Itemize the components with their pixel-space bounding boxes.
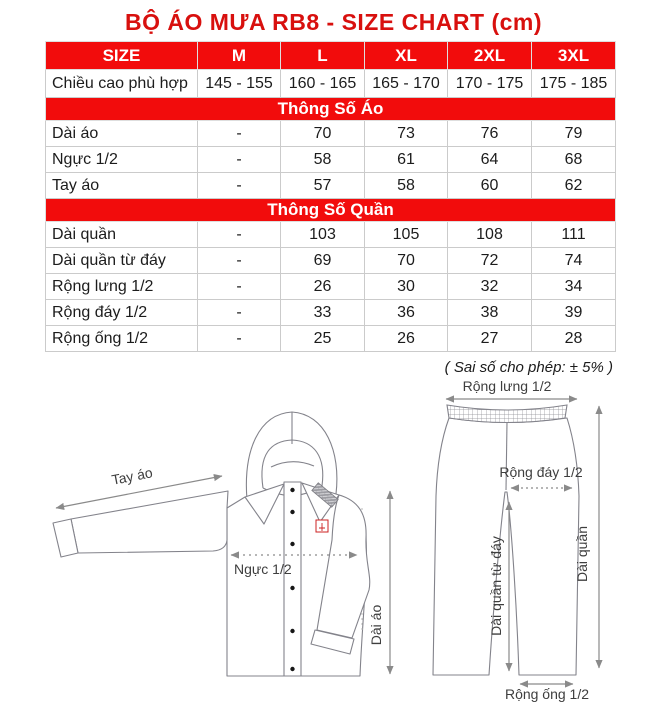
- chest-width-label: Ngực 1/2: [234, 561, 292, 577]
- cell-value: 27: [448, 326, 532, 352]
- row-label: Rộng lưng 1/2: [46, 274, 198, 300]
- col-header-m: M: [198, 42, 281, 70]
- size-chart-page: [0, 9, 667, 704]
- cell-value: 108: [448, 222, 532, 248]
- cell-value: -: [198, 173, 281, 199]
- cell-value: 60: [448, 173, 532, 199]
- table-row: [46, 300, 616, 326]
- cell-value: -: [198, 121, 281, 147]
- crotch-width-label: Rộng đáy 1/2: [499, 464, 583, 480]
- cell-value: 165 - 170: [365, 70, 448, 98]
- cell-value: -: [198, 274, 281, 300]
- col-header-3xl: 3XL: [532, 42, 616, 70]
- cell-value: 76: [448, 121, 532, 147]
- row-label: Chiều cao phù hợp: [46, 70, 198, 98]
- tolerance-note: ( Sai số cho phép: ± 5% ): [444, 359, 613, 376]
- row-label: Rộng ống 1/2: [46, 326, 198, 352]
- table-header-row: [46, 42, 616, 70]
- cell-value: 79: [532, 121, 616, 147]
- section-band-pants: [46, 199, 616, 222]
- cell-value: 64: [448, 147, 532, 173]
- cell-value: 36: [365, 300, 448, 326]
- cell-value: -: [198, 248, 281, 274]
- brand-logo: [316, 520, 328, 532]
- table-row: [46, 274, 616, 300]
- cell-value: 58: [281, 147, 365, 173]
- row-label: Dài quần từ đáy: [46, 248, 198, 274]
- cell-value: 105: [365, 222, 448, 248]
- cell-value: 30: [365, 274, 448, 300]
- cell-value: 28: [532, 326, 616, 352]
- cell-value: 57: [281, 173, 365, 199]
- cell-value: 68: [532, 147, 616, 173]
- jacket-length-label: Dài áo: [368, 604, 384, 646]
- cell-value: -: [198, 326, 281, 352]
- pants-length-label: Dài quần: [574, 525, 590, 583]
- cell-value: 74: [532, 248, 616, 274]
- row-label: Ngực 1/2: [46, 147, 198, 173]
- cell-value: 145 - 155: [198, 70, 281, 98]
- cell-value: -: [198, 147, 281, 173]
- cell-value: 26: [365, 326, 448, 352]
- row-label: Tay áo: [46, 173, 198, 199]
- col-header-2xl: 2XL: [448, 42, 532, 70]
- hem-width-label: Rộng ống 1/2: [504, 686, 590, 702]
- table-row: [46, 248, 616, 274]
- table-row: [46, 222, 616, 248]
- cell-value: 25: [281, 326, 365, 352]
- col-header-l: L: [281, 42, 365, 70]
- table-row: [46, 326, 616, 352]
- cell-value: 33: [281, 300, 365, 326]
- garment-diagram: [0, 378, 667, 702]
- section-title: Thông Số Quần: [46, 199, 616, 222]
- row-label: Dài quần: [46, 222, 198, 248]
- row-label: Rộng đáy 1/2: [46, 300, 198, 326]
- cell-value: 160 - 165: [281, 70, 365, 98]
- cell-value: 61: [365, 147, 448, 173]
- section-title: Thông Số Áo: [46, 98, 616, 121]
- cell-value: 69: [281, 248, 365, 274]
- cell-value: 26: [281, 274, 365, 300]
- pants-sketch: [433, 378, 599, 702]
- cell-value: 111: [532, 222, 616, 248]
- table-row: [46, 173, 616, 199]
- height-row: [46, 70, 616, 98]
- cell-value: 62: [532, 173, 616, 199]
- cell-value: 39: [532, 300, 616, 326]
- page-title: BỘ ÁO MƯA RB8 - SIZE CHART (cm): [124, 9, 543, 35]
- cell-value: 34: [532, 274, 616, 300]
- cell-value: 58: [365, 173, 448, 199]
- pants-waistband: [447, 405, 567, 423]
- jacket-sketch: [53, 412, 390, 676]
- cell-value: 32: [448, 274, 532, 300]
- table-row: [46, 121, 616, 147]
- sleeve-length-label: Tay áo: [110, 464, 154, 488]
- waist-width-label: Rộng lưng 1/2: [462, 378, 552, 394]
- cell-value: -: [198, 222, 281, 248]
- cell-value: 170 - 175: [448, 70, 532, 98]
- inseam-label: Dài quần từ đáy: [488, 536, 504, 636]
- cell-value: 38: [448, 300, 532, 326]
- cell-value: 70: [281, 121, 365, 147]
- cell-value: 103: [281, 222, 365, 248]
- col-header-xl: XL: [365, 42, 448, 70]
- cell-value: 72: [448, 248, 532, 274]
- row-label: Dài áo: [46, 121, 198, 147]
- table-row: [46, 147, 616, 173]
- section-band-jacket: [46, 98, 616, 121]
- cell-value: -: [198, 300, 281, 326]
- cell-value: 73: [365, 121, 448, 147]
- size-table: [45, 41, 616, 352]
- col-header-size: SIZE: [46, 42, 198, 70]
- cell-value: 70: [365, 248, 448, 274]
- cell-value: 175 - 185: [532, 70, 616, 98]
